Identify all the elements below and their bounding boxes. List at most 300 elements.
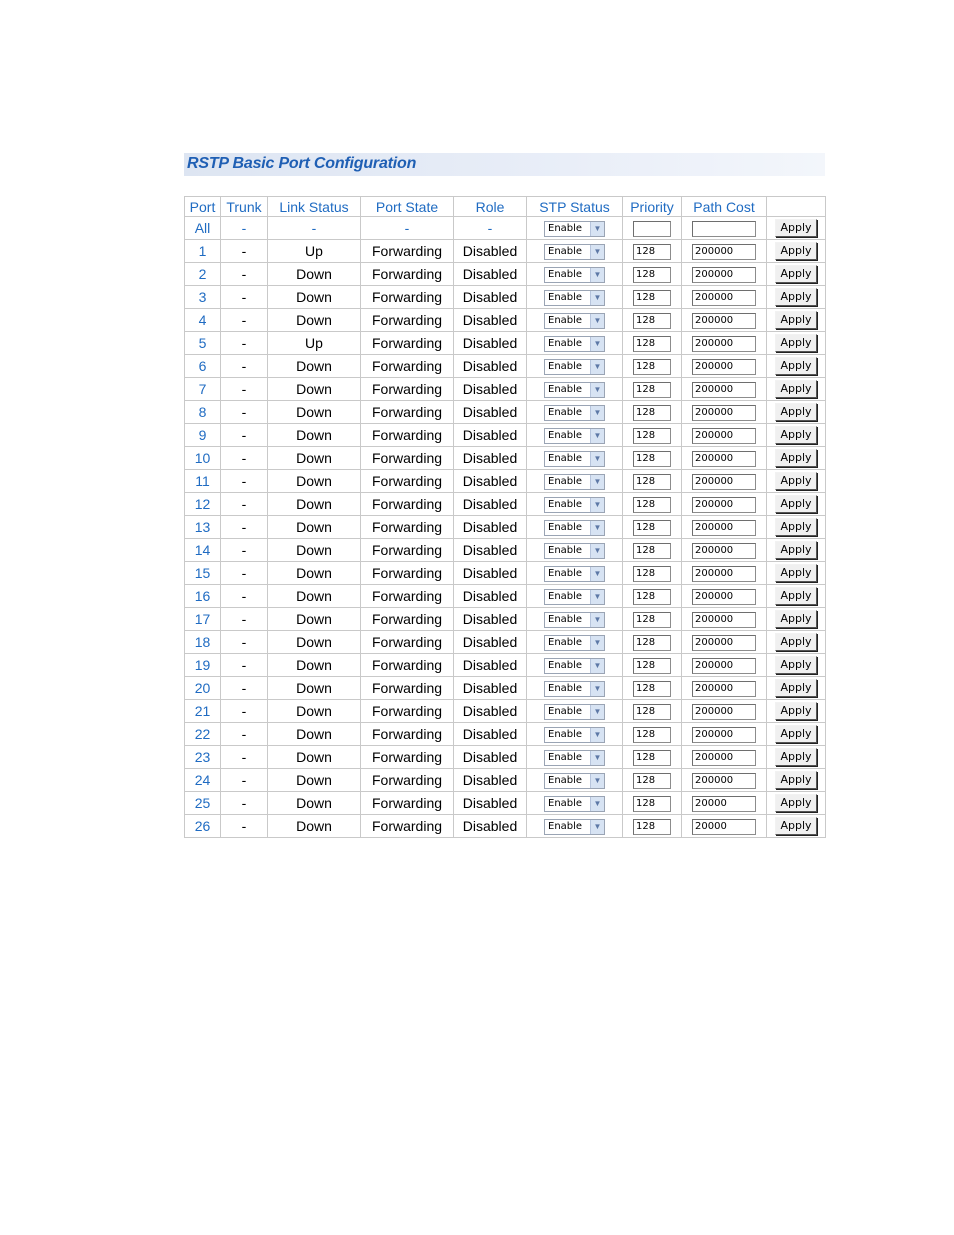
apply-cell bbox=[767, 539, 826, 562]
apply-button[interactable]: Apply bbox=[775, 426, 817, 444]
stp-status-select[interactable] bbox=[544, 382, 605, 398]
priority-input[interactable]: 128 bbox=[633, 773, 671, 789]
all-path-cost-cell bbox=[682, 217, 767, 240]
all-stp-status-select[interactable] bbox=[544, 221, 605, 237]
priority-input[interactable]: 128 bbox=[633, 405, 671, 421]
link-status-value: Down bbox=[268, 424, 361, 447]
column-header-trunk: Trunk bbox=[221, 197, 268, 217]
priority-input[interactable]: 128 bbox=[633, 635, 671, 651]
priority-cell bbox=[623, 378, 682, 401]
stp-status-cell bbox=[527, 792, 623, 815]
table-row bbox=[185, 631, 826, 654]
priority-cell bbox=[623, 677, 682, 700]
stp-status-select[interactable] bbox=[544, 497, 605, 513]
role-value: Disabled bbox=[454, 631, 527, 654]
port-state-value: Forwarding bbox=[361, 263, 454, 286]
port-state-value: Forwarding bbox=[361, 539, 454, 562]
priority-input[interactable]: 128 bbox=[633, 428, 671, 444]
link-status-value: Down bbox=[268, 585, 361, 608]
trunk-value: - bbox=[221, 240, 268, 263]
path-cost-input[interactable]: 200000 bbox=[692, 681, 756, 697]
port-number: 2 bbox=[185, 263, 221, 286]
role-value: Disabled bbox=[454, 263, 527, 286]
link-status-value: Down bbox=[268, 309, 361, 332]
port-state-value: Forwarding bbox=[361, 677, 454, 700]
port-state-value: Forwarding bbox=[361, 654, 454, 677]
port-state-value: Forwarding bbox=[361, 401, 454, 424]
priority-input[interactable]: 128 bbox=[633, 474, 671, 490]
select-value: Enable bbox=[548, 820, 583, 832]
table-row bbox=[185, 516, 826, 539]
path-cost-input[interactable]: 200000 bbox=[692, 405, 756, 421]
path-cost-input[interactable]: 200000 bbox=[692, 451, 756, 467]
chevron-down-icon[interactable]: ▼ bbox=[590, 383, 604, 397]
chevron-down-icon[interactable]: ▼ bbox=[590, 636, 604, 650]
chevron-down-icon[interactable]: ▼ bbox=[590, 797, 604, 811]
table-header-row bbox=[185, 197, 826, 217]
role-value: Disabled bbox=[454, 654, 527, 677]
apply-button[interactable]: Apply bbox=[775, 587, 817, 605]
priority-input[interactable]: 128 bbox=[633, 497, 671, 513]
chevron-down-icon[interactable]: ▼ bbox=[590, 521, 604, 535]
path-cost-cell bbox=[682, 240, 767, 263]
path-cost-cell bbox=[682, 539, 767, 562]
select-value: Enable bbox=[548, 383, 583, 395]
link-status-value: Down bbox=[268, 470, 361, 493]
chevron-down-icon[interactable]: ▼ bbox=[590, 291, 604, 305]
all-apply-cell bbox=[767, 217, 826, 240]
apply-button[interactable]: Apply bbox=[775, 541, 817, 559]
chevron-down-icon[interactable]: ▼ bbox=[590, 498, 604, 512]
stp-status-cell bbox=[527, 746, 623, 769]
stp-status-cell bbox=[527, 401, 623, 424]
path-cost-input[interactable]: 200000 bbox=[692, 543, 756, 559]
stp-status-select[interactable] bbox=[544, 267, 605, 283]
select-value: Enable bbox=[548, 544, 583, 556]
all-priority-cell bbox=[623, 217, 682, 240]
column-header-port-state: Port State bbox=[361, 197, 454, 217]
trunk-value: - bbox=[221, 309, 268, 332]
apply-cell bbox=[767, 677, 826, 700]
path-cost-input[interactable]: 200000 bbox=[692, 313, 756, 329]
priority-input[interactable]: 128 bbox=[633, 313, 671, 329]
path-cost-input[interactable]: 200000 bbox=[692, 589, 756, 605]
stp-status-select[interactable] bbox=[544, 773, 605, 789]
role-value: Disabled bbox=[454, 585, 527, 608]
priority-cell bbox=[623, 447, 682, 470]
priority-cell bbox=[623, 286, 682, 309]
select-value: Enable bbox=[548, 659, 583, 671]
chevron-down-icon[interactable]: ▼ bbox=[590, 429, 604, 443]
apply-button[interactable]: Apply bbox=[775, 748, 817, 766]
port-number: 25 bbox=[185, 792, 221, 815]
stp-status-cell bbox=[527, 700, 623, 723]
apply-button[interactable]: Apply bbox=[775, 564, 817, 582]
chevron-down-icon[interactable]: ▼ bbox=[590, 659, 604, 673]
chevron-down-icon[interactable]: ▼ bbox=[590, 222, 604, 236]
select-value: Enable bbox=[548, 222, 583, 234]
path-cost-cell bbox=[682, 700, 767, 723]
apply-button[interactable]: Apply bbox=[775, 725, 817, 743]
port-state-value: Forwarding bbox=[361, 608, 454, 631]
stp-status-select[interactable] bbox=[544, 796, 605, 812]
table-row bbox=[185, 723, 826, 746]
stp-status-select[interactable] bbox=[544, 244, 605, 260]
path-cost-input[interactable]: 20000 bbox=[692, 796, 756, 812]
path-cost-input[interactable]: 200000 bbox=[692, 244, 756, 260]
chevron-down-icon[interactable]: ▼ bbox=[590, 705, 604, 719]
path-cost-cell bbox=[682, 332, 767, 355]
stp-status-select[interactable] bbox=[544, 704, 605, 720]
priority-input[interactable]: 128 bbox=[633, 451, 671, 467]
priority-cell bbox=[623, 769, 682, 792]
chevron-down-icon[interactable]: ▼ bbox=[590, 613, 604, 627]
priority-cell bbox=[623, 792, 682, 815]
priority-input[interactable]: 128 bbox=[633, 359, 671, 375]
apply-cell bbox=[767, 355, 826, 378]
priority-input[interactable]: 128 bbox=[633, 543, 671, 559]
select-value: Enable bbox=[548, 337, 583, 349]
path-cost-input[interactable]: 200000 bbox=[692, 612, 756, 628]
apply-button[interactable]: Apply bbox=[775, 610, 817, 628]
priority-input[interactable]: 128 bbox=[633, 382, 671, 398]
stp-status-cell bbox=[527, 286, 623, 309]
port-number: 24 bbox=[185, 769, 221, 792]
link-status-value: Down bbox=[268, 677, 361, 700]
port-number: 18 bbox=[185, 631, 221, 654]
stp-status-select[interactable] bbox=[544, 313, 605, 329]
apply-button[interactable]: Apply bbox=[775, 817, 817, 835]
stp-status-cell bbox=[527, 539, 623, 562]
link-status-value: Down bbox=[268, 401, 361, 424]
stp-status-select[interactable] bbox=[544, 428, 605, 444]
stp-status-select[interactable] bbox=[544, 635, 605, 651]
chevron-down-icon[interactable]: ▼ bbox=[590, 245, 604, 259]
path-cost-cell bbox=[682, 493, 767, 516]
link-status-value: Down bbox=[268, 815, 361, 838]
path-cost-cell bbox=[682, 608, 767, 631]
port-number: 20 bbox=[185, 677, 221, 700]
path-cost-input[interactable]: 200000 bbox=[692, 336, 756, 352]
table-row bbox=[185, 769, 826, 792]
trunk-value: - bbox=[221, 746, 268, 769]
chevron-down-icon[interactable]: ▼ bbox=[590, 751, 604, 765]
table-row bbox=[185, 401, 826, 424]
apply-button[interactable]: Apply bbox=[775, 357, 817, 375]
apply-button[interactable]: Apply bbox=[775, 380, 817, 398]
priority-input[interactable]: 128 bbox=[633, 796, 671, 812]
chevron-down-icon[interactable]: ▼ bbox=[590, 268, 604, 282]
priority-cell bbox=[623, 355, 682, 378]
link-status-value: Down bbox=[268, 631, 361, 654]
stp-status-cell bbox=[527, 263, 623, 286]
port-number: 21 bbox=[185, 700, 221, 723]
path-cost-cell bbox=[682, 677, 767, 700]
port-number: 13 bbox=[185, 516, 221, 539]
chevron-down-icon[interactable]: ▼ bbox=[590, 682, 604, 696]
stp-status-cell bbox=[527, 493, 623, 516]
apply-cell bbox=[767, 746, 826, 769]
stp-status-select[interactable] bbox=[544, 727, 605, 743]
priority-input[interactable]: 128 bbox=[633, 819, 671, 835]
stp-status-cell bbox=[527, 424, 623, 447]
select-value: Enable bbox=[548, 452, 583, 464]
priority-cell bbox=[623, 470, 682, 493]
apply-button[interactable]: Apply bbox=[775, 334, 817, 352]
select-value: Enable bbox=[548, 682, 583, 694]
apply-cell bbox=[767, 792, 826, 815]
stp-status-select[interactable] bbox=[544, 405, 605, 421]
role-value: Disabled bbox=[454, 240, 527, 263]
trunk-value: - bbox=[221, 470, 268, 493]
chevron-down-icon[interactable]: ▼ bbox=[590, 567, 604, 581]
stp-status-select[interactable] bbox=[544, 336, 605, 352]
select-value: Enable bbox=[548, 475, 583, 487]
stp-status-select[interactable] bbox=[544, 819, 605, 835]
all-stp-status-cell bbox=[527, 217, 623, 240]
port-number: 14 bbox=[185, 539, 221, 562]
stp-status-select[interactable] bbox=[544, 543, 605, 559]
stp-status-select[interactable] bbox=[544, 612, 605, 628]
apply-cell bbox=[767, 401, 826, 424]
apply-button[interactable]: Apply bbox=[775, 449, 817, 467]
trunk-value: - bbox=[221, 447, 268, 470]
stp-status-select[interactable] bbox=[544, 658, 605, 674]
table-row bbox=[185, 815, 826, 838]
apply-button[interactable]: Apply bbox=[775, 679, 817, 697]
link-status-value: Down bbox=[268, 286, 361, 309]
port-number: 17 bbox=[185, 608, 221, 631]
path-cost-input[interactable]: 200000 bbox=[692, 520, 756, 536]
apply-cell bbox=[767, 631, 826, 654]
trunk-value: - bbox=[221, 654, 268, 677]
path-cost-input[interactable]: 200000 bbox=[692, 474, 756, 490]
stp-status-select[interactable] bbox=[544, 290, 605, 306]
apply-cell bbox=[767, 608, 826, 631]
apply-cell bbox=[767, 493, 826, 516]
column-header-action bbox=[767, 197, 826, 217]
port-state-value: Forwarding bbox=[361, 286, 454, 309]
port-state-value: Forwarding bbox=[361, 355, 454, 378]
chevron-down-icon[interactable]: ▼ bbox=[590, 452, 604, 466]
apply-cell bbox=[767, 723, 826, 746]
path-cost-input[interactable]: 200000 bbox=[692, 566, 756, 582]
apply-button[interactable]: Apply bbox=[775, 702, 817, 720]
path-cost-input[interactable]: 20000 bbox=[692, 819, 756, 835]
trunk-value: - bbox=[221, 631, 268, 654]
role-value: Disabled bbox=[454, 723, 527, 746]
select-value: Enable bbox=[548, 590, 583, 602]
apply-cell bbox=[767, 654, 826, 677]
port-number: 12 bbox=[185, 493, 221, 516]
port-number: 26 bbox=[185, 815, 221, 838]
port-number: 15 bbox=[185, 562, 221, 585]
table-row bbox=[185, 286, 826, 309]
stp-status-select[interactable] bbox=[544, 750, 605, 766]
apply-cell bbox=[767, 309, 826, 332]
chevron-down-icon[interactable]: ▼ bbox=[590, 314, 604, 328]
all-ports-row bbox=[185, 217, 826, 240]
priority-input[interactable]: 128 bbox=[633, 589, 671, 605]
table-row bbox=[185, 608, 826, 631]
stp-status-cell bbox=[527, 608, 623, 631]
apply-cell bbox=[767, 769, 826, 792]
table-row bbox=[185, 792, 826, 815]
port-number: 9 bbox=[185, 424, 221, 447]
priority-cell bbox=[623, 516, 682, 539]
table-row bbox=[185, 585, 826, 608]
chevron-down-icon[interactable]: ▼ bbox=[590, 360, 604, 374]
column-header-role: Role bbox=[454, 197, 527, 217]
chevron-down-icon[interactable]: ▼ bbox=[590, 406, 604, 420]
table-row bbox=[185, 654, 826, 677]
priority-input[interactable]: 128 bbox=[633, 290, 671, 306]
priority-cell bbox=[623, 654, 682, 677]
stp-status-select[interactable] bbox=[544, 589, 605, 605]
priority-input[interactable]: 128 bbox=[633, 336, 671, 352]
stp-status-select[interactable] bbox=[544, 474, 605, 490]
table-row bbox=[185, 424, 826, 447]
path-cost-input[interactable]: 200000 bbox=[692, 497, 756, 513]
all-priority-input[interactable] bbox=[633, 221, 671, 237]
priority-input[interactable]: 128 bbox=[633, 267, 671, 283]
priority-input[interactable]: 128 bbox=[633, 612, 671, 628]
apply-button[interactable]: Apply bbox=[775, 265, 817, 283]
path-cost-input[interactable]: 200000 bbox=[692, 635, 756, 651]
link-status-value: Down bbox=[268, 539, 361, 562]
apply-cell bbox=[767, 263, 826, 286]
role-value: Disabled bbox=[454, 700, 527, 723]
apply-button[interactable]: Apply bbox=[775, 288, 817, 306]
port-number: 7 bbox=[185, 378, 221, 401]
path-cost-cell bbox=[682, 401, 767, 424]
apply-cell bbox=[767, 562, 826, 585]
link-status-value: Down bbox=[268, 746, 361, 769]
stp-status-cell bbox=[527, 631, 623, 654]
trunk-value: - bbox=[221, 516, 268, 539]
apply-button[interactable]: Apply bbox=[775, 495, 817, 513]
trunk-value: - bbox=[221, 355, 268, 378]
chevron-down-icon[interactable]: ▼ bbox=[590, 728, 604, 742]
port-state-value: Forwarding bbox=[361, 700, 454, 723]
path-cost-input[interactable]: 200000 bbox=[692, 359, 756, 375]
path-cost-input[interactable]: 200000 bbox=[692, 658, 756, 674]
path-cost-input[interactable]: 200000 bbox=[692, 773, 756, 789]
apply-button[interactable]: Apply bbox=[775, 794, 817, 812]
chevron-down-icon[interactable]: ▼ bbox=[590, 774, 604, 788]
path-cost-input[interactable]: 200000 bbox=[692, 704, 756, 720]
section-title-bar bbox=[184, 153, 825, 176]
priority-cell bbox=[623, 493, 682, 516]
all-role: - bbox=[454, 217, 527, 240]
apply-cell bbox=[767, 424, 826, 447]
path-cost-input[interactable]: 200000 bbox=[692, 428, 756, 444]
all-path-cost-input[interactable] bbox=[692, 221, 756, 237]
trunk-value: - bbox=[221, 792, 268, 815]
stp-status-cell bbox=[527, 332, 623, 355]
priority-input[interactable]: 128 bbox=[633, 520, 671, 536]
stp-status-select[interactable] bbox=[544, 681, 605, 697]
trunk-value: - bbox=[221, 424, 268, 447]
apply-button[interactable]: Apply bbox=[775, 771, 817, 789]
stp-status-select[interactable] bbox=[544, 451, 605, 467]
priority-cell bbox=[623, 240, 682, 263]
chevron-down-icon[interactable]: ▼ bbox=[590, 475, 604, 489]
port-state-value: Forwarding bbox=[361, 746, 454, 769]
stp-status-cell bbox=[527, 309, 623, 332]
apply-button[interactable]: Apply bbox=[775, 311, 817, 329]
stp-status-select[interactable] bbox=[544, 566, 605, 582]
apply-cell bbox=[767, 332, 826, 355]
stp-status-select[interactable] bbox=[544, 520, 605, 536]
priority-input[interactable]: 128 bbox=[633, 704, 671, 720]
path-cost-input[interactable]: 200000 bbox=[692, 290, 756, 306]
priority-input[interactable]: 128 bbox=[633, 681, 671, 697]
rstp-port-table bbox=[184, 196, 826, 838]
trunk-value: - bbox=[221, 585, 268, 608]
priority-cell bbox=[623, 263, 682, 286]
port-state-value: Forwarding bbox=[361, 723, 454, 746]
stp-status-cell bbox=[527, 769, 623, 792]
path-cost-cell bbox=[682, 585, 767, 608]
role-value: Disabled bbox=[454, 815, 527, 838]
role-value: Disabled bbox=[454, 332, 527, 355]
priority-input[interactable]: 128 bbox=[633, 750, 671, 766]
path-cost-cell bbox=[682, 378, 767, 401]
role-value: Disabled bbox=[454, 493, 527, 516]
apply-all-button[interactable]: Apply bbox=[775, 219, 817, 237]
apply-cell bbox=[767, 240, 826, 263]
apply-button[interactable]: Apply bbox=[775, 656, 817, 674]
port-state-value: Forwarding bbox=[361, 585, 454, 608]
column-header-port: Port bbox=[185, 197, 221, 217]
select-value: Enable bbox=[548, 268, 583, 280]
apply-button[interactable]: Apply bbox=[775, 403, 817, 421]
chevron-down-icon[interactable]: ▼ bbox=[590, 544, 604, 558]
priority-input[interactable]: 128 bbox=[633, 566, 671, 582]
stp-status-cell bbox=[527, 378, 623, 401]
path-cost-input[interactable]: 200000 bbox=[692, 750, 756, 766]
link-status-value: Down bbox=[268, 654, 361, 677]
chevron-down-icon[interactable]: ▼ bbox=[590, 337, 604, 351]
apply-button[interactable]: Apply bbox=[775, 633, 817, 651]
apply-button[interactable]: Apply bbox=[775, 242, 817, 260]
table-row bbox=[185, 355, 826, 378]
path-cost-input[interactable]: 200000 bbox=[692, 727, 756, 743]
priority-input[interactable]: 128 bbox=[633, 658, 671, 674]
priority-cell bbox=[623, 815, 682, 838]
table-row bbox=[185, 562, 826, 585]
path-cost-input[interactable]: 200000 bbox=[692, 267, 756, 283]
port-state-value: Forwarding bbox=[361, 447, 454, 470]
path-cost-input[interactable]: 200000 bbox=[692, 382, 756, 398]
role-value: Disabled bbox=[454, 309, 527, 332]
priority-input[interactable]: 128 bbox=[633, 244, 671, 260]
apply-button[interactable]: Apply bbox=[775, 472, 817, 490]
trunk-value: - bbox=[221, 700, 268, 723]
apply-button[interactable]: Apply bbox=[775, 518, 817, 536]
priority-cell bbox=[623, 424, 682, 447]
role-value: Disabled bbox=[454, 539, 527, 562]
stp-status-select[interactable] bbox=[544, 359, 605, 375]
trunk-value: - bbox=[221, 562, 268, 585]
stp-status-cell bbox=[527, 240, 623, 263]
chevron-down-icon[interactable]: ▼ bbox=[590, 590, 604, 604]
priority-cell bbox=[623, 700, 682, 723]
link-status-value: Down bbox=[268, 516, 361, 539]
chevron-down-icon[interactable]: ▼ bbox=[590, 820, 604, 834]
priority-input[interactable]: 128 bbox=[633, 727, 671, 743]
